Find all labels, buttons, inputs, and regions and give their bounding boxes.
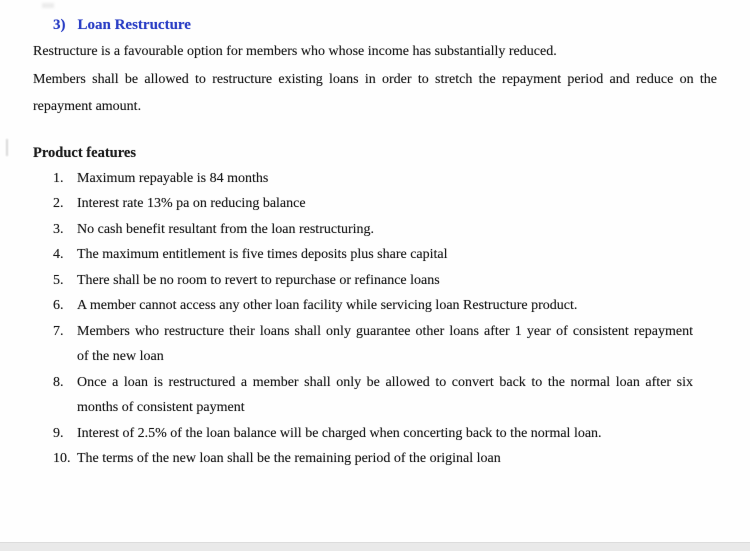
scan-artifact-tick xyxy=(6,139,8,156)
feature-number: 6. xyxy=(53,298,64,313)
feature-line: of the new loan xyxy=(77,349,164,364)
list-item xyxy=(53,421,750,447)
product-features-title: Product features xyxy=(33,144,136,161)
bottom-edge-bar xyxy=(0,542,750,551)
list-item xyxy=(53,319,750,370)
feature-number: 1. xyxy=(53,170,64,186)
feature-number: 2. xyxy=(53,196,64,211)
feature-number: 8. xyxy=(53,374,64,390)
feature-line: months of consistent payment xyxy=(77,400,245,415)
feature-line: There shall be no room to revert to repurchase or refinance loans xyxy=(77,272,440,288)
heading-title: Loan Restructure xyxy=(77,17,191,33)
feature-line: Interest rate 13% pa on reducing balance xyxy=(77,196,306,211)
feature-number: 4. xyxy=(53,247,64,262)
list-item xyxy=(53,242,750,268)
feature-line: The terms of the new loan shall be the remaining period of the original loan xyxy=(77,451,501,466)
intro-line: repayment amount. xyxy=(33,99,142,114)
feature-line: Once a loan is restructured a member shall only be allowed to convert back to the normal loan after six xyxy=(77,374,693,390)
feature-number: 7. xyxy=(53,323,64,339)
loan-restructure-heading xyxy=(53,0,750,38)
feature-number: 3. xyxy=(53,221,64,237)
feature-line: The maximum entitlement is five times deposits plus share capital xyxy=(77,247,448,262)
feature-line: Members who restructure their loans shall only guarantee other loans after 1 year of consistent repayment xyxy=(77,323,693,339)
feature-line: A member cannot access any other loan facility while servicing loan Restructure product. xyxy=(77,298,578,313)
intro-line: Members shall be allowed to restructure existing loans in order to stretch the repayment period and reduce on the xyxy=(33,71,717,87)
feature-number: 9. xyxy=(53,425,64,441)
list-item xyxy=(53,191,750,217)
feature-number: 5. xyxy=(53,272,64,288)
list-item xyxy=(53,268,750,294)
feature-number: 10. xyxy=(53,451,71,466)
list-item xyxy=(53,370,750,421)
heading-number: 3) xyxy=(53,17,66,33)
intro-paragraph xyxy=(33,38,717,121)
list-item xyxy=(53,166,750,192)
list-item xyxy=(53,446,750,472)
list-item xyxy=(53,217,750,243)
features-list xyxy=(53,166,750,472)
feature-line: Maximum repayable is 84 months xyxy=(77,170,269,186)
feature-line: Interest of 2.5% of the loan balance will be charged when concerting back to the normal loan. xyxy=(77,425,602,441)
list-item xyxy=(53,293,750,319)
feature-line: No cash benefit resultant from the loan restructuring. xyxy=(77,221,375,237)
scan-artifact-smudge xyxy=(42,3,54,8)
intro-line: Restructure is a favourable option for members who whose income has substantially reduced. xyxy=(33,44,557,59)
